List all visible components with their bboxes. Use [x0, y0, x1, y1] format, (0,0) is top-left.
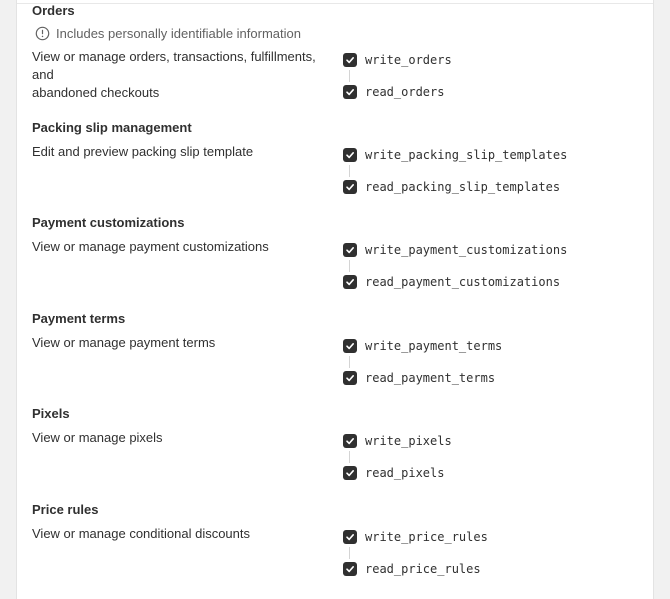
- section-description: Edit and preview packing slip template: [32, 144, 254, 159]
- scope-row-write_payment_terms[interactable]: [343, 337, 502, 355]
- checkmark-icon: [345, 55, 355, 65]
- scope-label: read_price_rules: [365, 562, 481, 576]
- scope-label: write_packing_slip_templates: [365, 148, 568, 162]
- checkmark-icon: [345, 245, 355, 255]
- scope-row-write_price_rules[interactable]: [343, 528, 488, 546]
- section-description: View or manage conditional discounts: [32, 526, 251, 541]
- scope-label: read_packing_slip_templates: [365, 180, 561, 194]
- checkmark-icon: [345, 564, 355, 574]
- checkmark-icon: [345, 150, 355, 160]
- scope-label: read_payment_terms: [365, 371, 496, 385]
- section-title: Packing slip management: [32, 120, 192, 135]
- scope-row-read_orders[interactable]: [343, 83, 444, 101]
- scope-row-write_payment_customizations[interactable]: [343, 241, 567, 259]
- section-description: View or manage pixels: [32, 430, 163, 445]
- info-circle-icon: [35, 26, 50, 41]
- checkmark-icon: [345, 341, 355, 351]
- checkmark-icon: [345, 87, 355, 97]
- checkbox-checked[interactable]: [343, 562, 357, 576]
- section-description: View or manage payment customizations: [32, 239, 269, 254]
- checkbox-checked[interactable]: [343, 275, 357, 289]
- section-description: [32, 48, 332, 102]
- scope-connector: [349, 70, 350, 82]
- section-title: Price rules: [32, 502, 99, 517]
- scope-row-read_payment_customizations[interactable]: [343, 273, 560, 291]
- access-scopes-card: [16, 0, 654, 599]
- checkmark-icon: [345, 436, 355, 446]
- scope-label: read_orders: [365, 85, 445, 99]
- section-title: Payment terms: [32, 311, 126, 326]
- section-title: Pixels: [32, 406, 70, 421]
- scope-label: read_pixels: [365, 466, 445, 480]
- checkbox-checked[interactable]: [343, 371, 357, 385]
- scope-label: write_price_rules: [365, 530, 488, 544]
- checkbox-checked[interactable]: [343, 53, 357, 67]
- checkmark-icon: [345, 373, 355, 383]
- checkbox-checked[interactable]: [343, 243, 357, 257]
- scope-row-write_packing_slip_templates[interactable]: [343, 146, 567, 164]
- checkbox-checked[interactable]: [343, 148, 357, 162]
- section-description: View or manage payment terms: [32, 335, 216, 350]
- pii-note-text: Includes personally identifiable information: [56, 25, 301, 41]
- scope-label: write_payment_terms: [365, 339, 503, 353]
- scope-label: read_payment_customizations: [365, 275, 561, 289]
- description-line: abandoned checkouts: [32, 85, 160, 100]
- scope-label: write_payment_customizations: [365, 243, 568, 257]
- scope-row-read_packing_slip_templates[interactable]: [343, 178, 560, 196]
- checkbox-checked[interactable]: [343, 434, 357, 448]
- checkbox-checked[interactable]: [343, 180, 357, 194]
- checkbox-checked[interactable]: [343, 466, 357, 480]
- scope-label: write_pixels: [365, 434, 452, 448]
- scope-row-write_orders[interactable]: [343, 51, 452, 69]
- scope-connector: [349, 451, 350, 463]
- scope-row-write_pixels[interactable]: [343, 432, 452, 450]
- scope-connector: [349, 547, 350, 559]
- description-line: View or manage orders, transactions, fulfillments, and: [32, 49, 316, 82]
- checkmark-icon: [345, 468, 355, 478]
- checkbox-checked[interactable]: [343, 85, 357, 99]
- scope-row-read_payment_terms[interactable]: [343, 369, 495, 387]
- pii-note: [32, 24, 301, 42]
- scope-row-read_price_rules[interactable]: [343, 560, 481, 578]
- scope-connector: [349, 356, 350, 368]
- scope-label: write_orders: [365, 53, 452, 67]
- section-title: Payment customizations: [32, 215, 185, 230]
- checkmark-icon: [345, 277, 355, 287]
- checkmark-icon: [345, 532, 355, 542]
- checkmark-icon: [345, 182, 355, 192]
- scope-row-read_pixels[interactable]: [343, 464, 444, 482]
- section-title: Orders: [32, 3, 75, 18]
- checkbox-checked[interactable]: [343, 339, 357, 353]
- card-divider: [17, 3, 653, 4]
- scope-connector: [349, 260, 350, 272]
- checkbox-checked[interactable]: [343, 530, 357, 544]
- scope-connector: [349, 165, 350, 177]
